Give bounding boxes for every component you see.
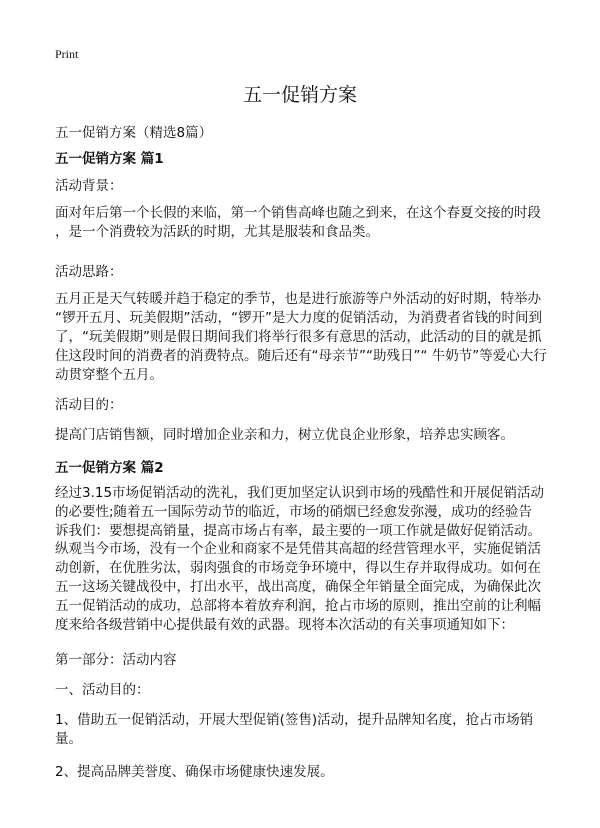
goal-label: 活动目的：: [55, 397, 123, 413]
text-line: 1、借助五一促销活动，开展大型促销(签售)活动，提升品牌知名度，抢占市场销: [55, 712, 534, 728]
text-line: “锣开五月、玩美假期”活动，“锣开”是大力度的促销活动，为消费者省钱的时间到: [55, 310, 542, 326]
goal-item-1: [55, 711, 533, 749]
text-line: 五月正是天气转暖并趋于稳定的季节，也是进行旅游等户外活动的好时期，特举办: [55, 291, 541, 307]
background-paragraph: [55, 204, 541, 242]
text-line: 的必要性;随着五一国际劳动节的临近，市场的硝烟已经愈发弥漫，成功的经验告: [55, 503, 533, 520]
text-line: 纵观当今市场，没有一个企业和商家不是凭借其高超的经营管理水平，实施促销活: [55, 541, 541, 558]
document-title: 五一促销方案: [242, 84, 357, 106]
text-line: 度来给各级营销中心提供最有效的武器。现将本次活动的有关事项通知如下：: [55, 616, 514, 633]
print-link[interactable]: Print: [55, 47, 79, 61]
background-label: 活动背景：: [55, 178, 123, 194]
text-line: 五一促销活动的成功，总部将本着放弃利润，抢占市场的原则，推出空前的让利幅: [55, 597, 541, 614]
text-line: 动贯穿整个五月。: [55, 367, 163, 383]
text-line: 住这段时间的消费者的消费特点。随后还有“母亲节”“助残日”“ 牛奶节”等爱心大行: [55, 348, 547, 364]
part1-heading: 第一部分：活动内容: [55, 652, 177, 668]
text-line: 经过3.15市场促销活动的洗礼，我们更加坚定认识到市场的残酷性和开展促销活动: [55, 485, 545, 501]
text-line: 诉我们：要想提高销量，提高市场占有率，最主要的一项工作就是做好促销活动。: [55, 522, 541, 539]
text-line: 了，“玩美假期”则是假日期间我们将举行很多有意思的活动，此活动的目的就是抓: [55, 329, 542, 345]
text-line: 量。: [55, 731, 82, 747]
subtitle: 五一促销方案（精选8篇）: [55, 125, 213, 141]
idea-paragraph: [55, 290, 547, 385]
section2-heading: 五一促销方案 篇2: [55, 460, 164, 476]
text-line: 动创新，在优胜劣汰，弱肉强食的市场竞争环境中，得以生存并取得成功。如何在: [55, 560, 541, 577]
text-line: ，是一个消费较为活跃的时期，尤其是服装和食品类。: [55, 224, 379, 240]
intro-paragraph: [55, 484, 544, 634]
text-line: 五一这场关键战役中，打出水平，战出高度，确保全年销量全面完成，为确保此次: [55, 578, 541, 595]
goal-paragraph: 提高门店销售额，同时增加企业亲和力，树立优良企业形象，培养忠实顾客。: [55, 427, 514, 443]
text-line: 面对年后第一个长假的来临，第一个销售高峰也随之到来，在这个春夏交接的时段: [55, 205, 541, 221]
goal-item-2: 2、提高品牌美誉度、确保市场健康快速发展。: [55, 764, 334, 780]
goal-heading: 一、活动目的：: [55, 682, 150, 698]
idea-label: 活动思路：: [55, 264, 123, 280]
section1-heading: 五一促销方案 篇1: [55, 151, 164, 167]
